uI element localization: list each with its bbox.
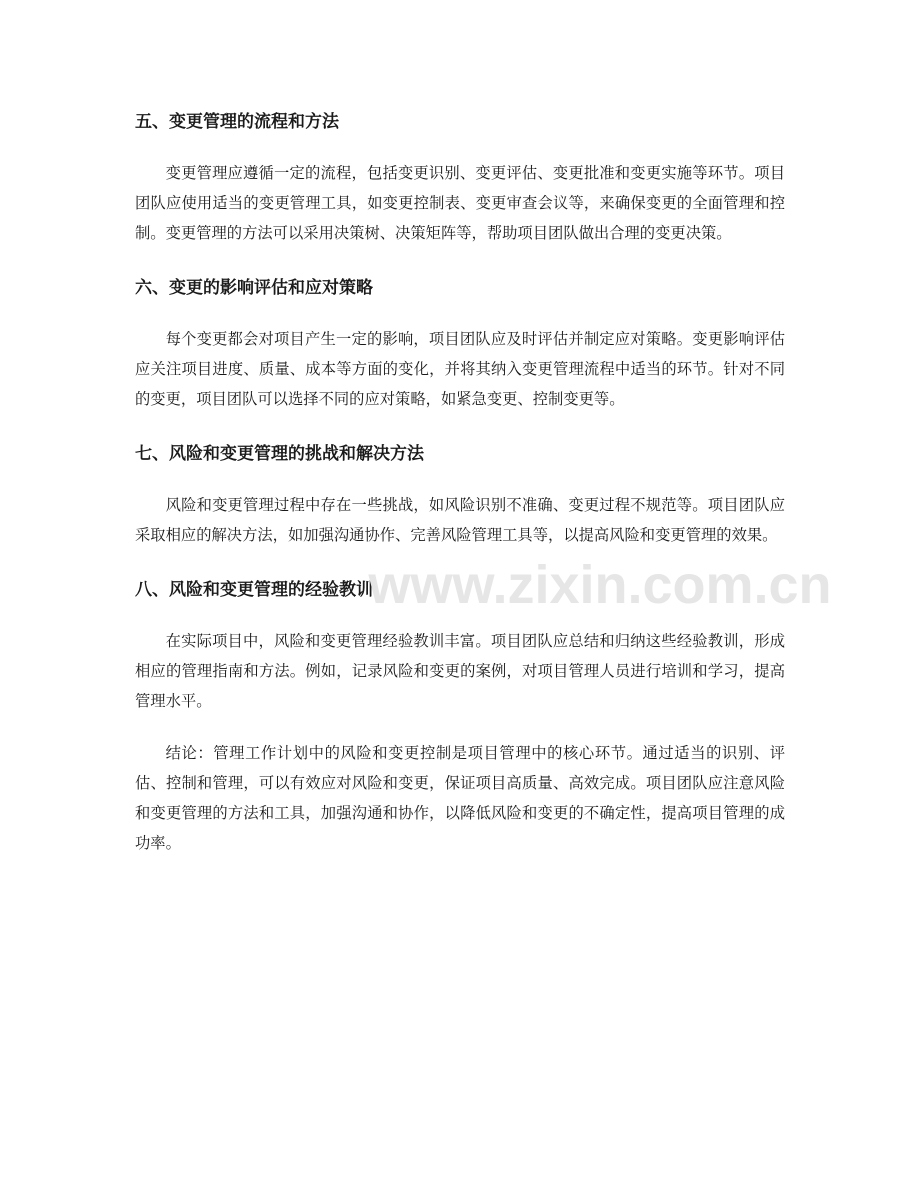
document-body [135,104,785,858]
conclusion-paragraph: 结论：管理工作计划中的风险和变更控制是项目管理中的核心环节。通过适当的识别、评估、控制和管理，可以有效应对风险和变更，保证项目高质量、高效完成。项目团队应注意风险和变更管理的方法和工具，加强沟通和协作，以降低风险和变更的不确定性，提高项目管理的成功率。 [135,744,785,852]
section-title-8: 八、风险和变更管理的经验教训 [135,580,373,600]
section-paragraph-8: 在实际项目中，风险和变更管理经验教训丰富。项目团队应总结和归纳这些经验教训，形成相应的管理指南和方法。例如，记录风险和变更的案例，对项目管理人员进行培训和学习，提高管理水平。 [135,632,785,710]
section-title-5: 五、变更管理的流程和方法 [135,112,339,132]
section-paragraph-5: 变更管理应遵循一定的流程，包括变更识别、变更评估、变更批准和变更实施等环节。项目团队应使用适当的变更管理工具，如变更控制表、变更审查会议等，来确保变更的全面管理和控制。变更管理的方法可以采用决策树、决策矩阵等，帮助项目团队做出合理的变更决策。 [135,164,785,242]
section-title-6: 六、变更的影响评估和应对策略 [135,278,373,298]
section-paragraph-7: 风险和变更管理过程中存在一些挑战，如风险识别不准确、变更过程不规范等。项目团队应采取相应的解决方法，如加强沟通协作、完善风险管理工具等，以提高风险和变更管理的效果。 [135,496,785,544]
watermark-text: www.zixin.com.cn [368,555,832,615]
section-title-7: 七、风险和变更管理的挑战和解决方法 [135,444,424,464]
section-paragraph-6: 每个变更都会对项目产生一定的影响，项目团队应及时评估并制定应对策略。变更影响评估应关注项目进度、质量、成本等方面的变化，并将其纳入变更管理流程中适当的环节。针对不同的变更，项目团队可以选择不同的应对策略，如紧急变更、控制变更等。 [135,330,785,408]
